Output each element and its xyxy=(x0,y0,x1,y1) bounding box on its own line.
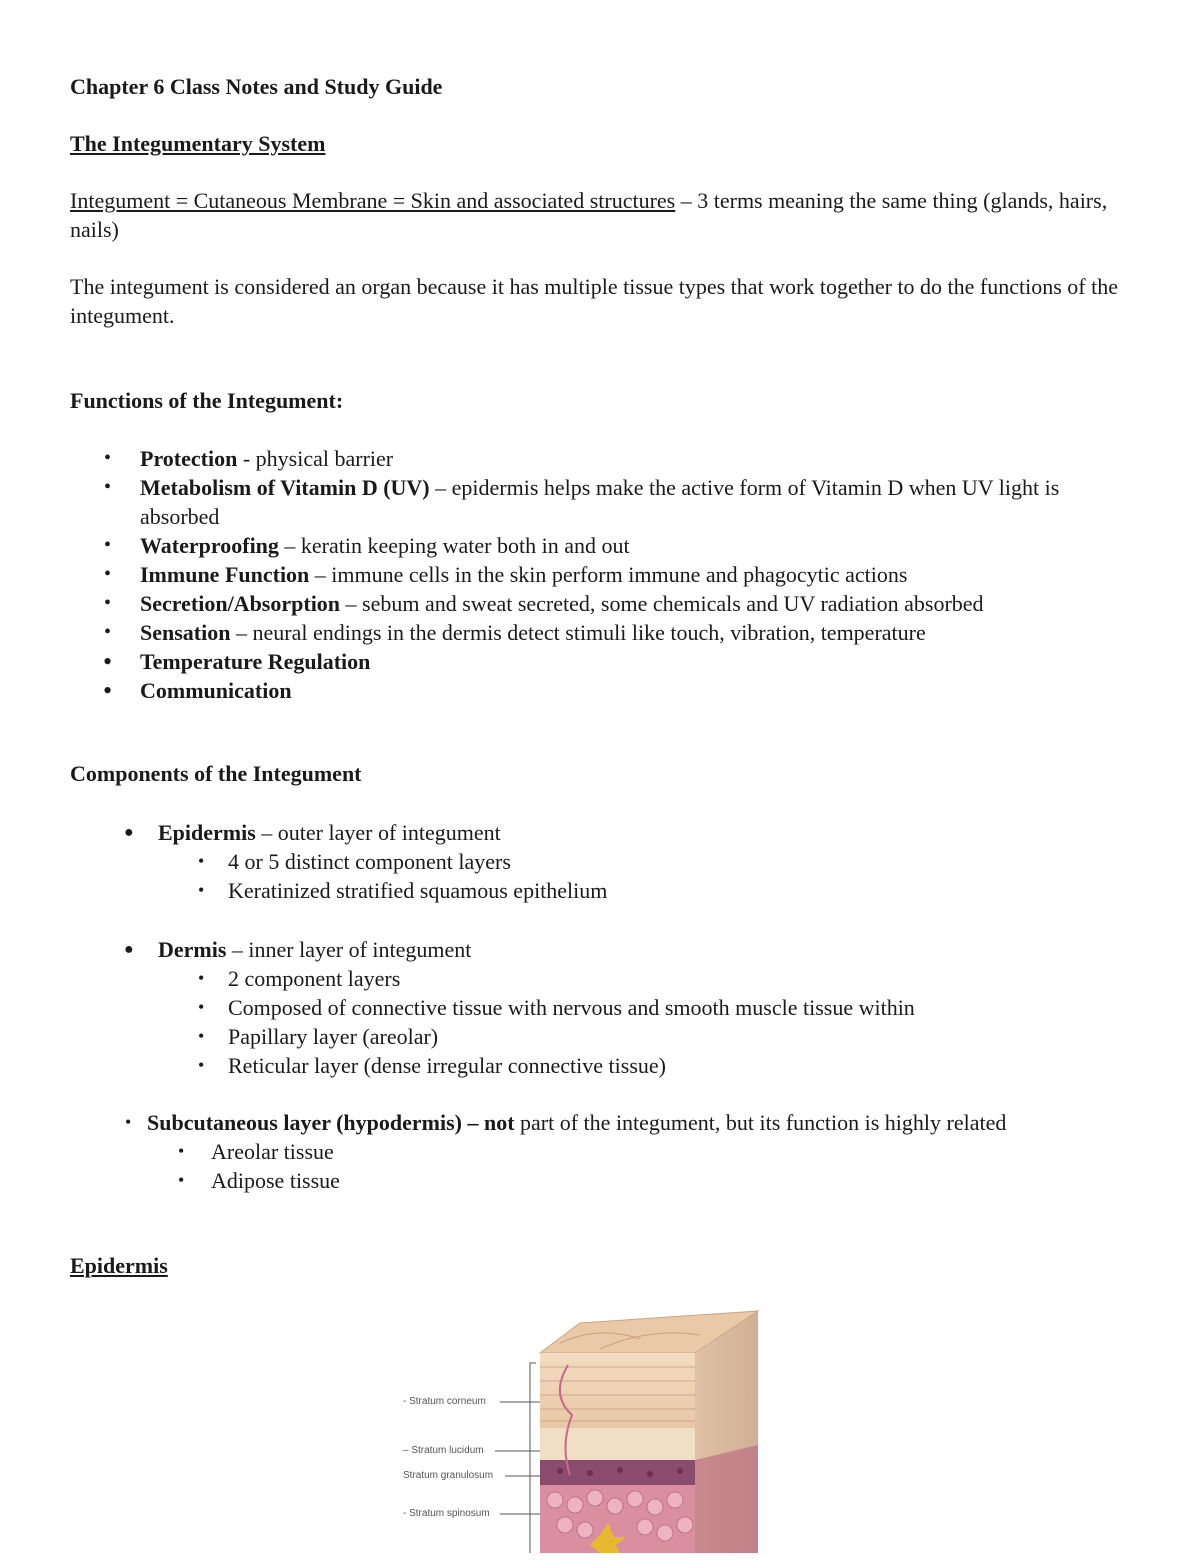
function-item xyxy=(70,589,1130,618)
section-integumentary-block xyxy=(70,129,1130,158)
stratum-granulosum-layer xyxy=(540,1460,695,1485)
function-item xyxy=(70,473,1130,531)
functions-heading: Functions of the Integument: xyxy=(70,388,344,413)
label-stratum-lucidum: – Stratum lucidum xyxy=(403,1445,484,1456)
section-heading-integumentary: The Integumentary System xyxy=(70,131,326,156)
function-desc: – keratin keeping water both in and out xyxy=(278,533,630,558)
function-item xyxy=(70,531,1130,560)
dermis-sublist xyxy=(70,964,1130,1080)
skin-layers-figure xyxy=(400,1305,765,1553)
function-term: Sensation xyxy=(140,620,231,645)
function-desc: – immune cells in the skin perform immune and phagocytic actions xyxy=(309,562,908,587)
function-term: Secretion/Absorption xyxy=(140,591,341,616)
subcutaneous-component xyxy=(70,1108,1130,1195)
function-item xyxy=(70,618,1130,647)
label-text: Stratum granulosum xyxy=(403,1470,494,1481)
definition-rest: – 3 terms meaning the same thing (glands, hairs, nails) xyxy=(70,188,1108,242)
epidermis-heading-block xyxy=(70,1251,1130,1280)
subcutaneous-term: Subcutaneous layer (hypodermis) – not xyxy=(147,1110,515,1135)
label-stratum-spinosum: - Stratum spinosum xyxy=(403,1508,490,1519)
function-item xyxy=(70,444,1130,473)
epidermis-component xyxy=(70,818,1130,905)
function-term: Protection xyxy=(140,446,238,471)
section-heading-epidermis: Epidermis xyxy=(70,1253,168,1278)
function-item xyxy=(70,647,1130,676)
dermis-term: Dermis xyxy=(158,937,227,962)
doc-title: Chapter 6 Class Notes and Study Guide xyxy=(70,74,443,99)
components-heading-block xyxy=(70,759,1130,788)
list-item: • 2 component layers xyxy=(70,964,1130,993)
dermis-desc: – inner layer of integument xyxy=(226,937,472,962)
list-item: • Papillary layer (areolar) xyxy=(70,1022,1130,1051)
label-stratum-corneum: - Stratum corneum xyxy=(403,1396,486,1407)
list-item: • Keratinized stratified squamous epithelium xyxy=(70,876,1130,905)
organ-paragraph: The integument is considered an organ because it has multiple tissue types that work together to do the functions of the integument. xyxy=(70,274,1119,328)
function-desc: – epidermis helps make the active form of Vitamin D when UV light is absorbed xyxy=(140,475,1060,529)
list-item: • Areolar tissue xyxy=(70,1137,1130,1166)
components-heading: Components of the Integument xyxy=(70,761,362,786)
dermis-item xyxy=(70,935,1130,964)
list-item: • Composed of connective tissue with nervous and smooth muscle tissue within xyxy=(70,993,1130,1022)
definition-paragraph xyxy=(70,186,1130,244)
subcutaneous-desc: part of the integument, but its function is highly related xyxy=(514,1110,1007,1135)
function-item xyxy=(70,676,1130,705)
subcutaneous-item xyxy=(70,1108,1130,1137)
list-item: • Reticular layer (dense irregular connective tissue) xyxy=(70,1051,1130,1080)
function-term: Communication xyxy=(140,678,292,703)
label-stratum-granulosum xyxy=(403,1470,493,1482)
dermis-component xyxy=(70,935,1130,1080)
label-text: Stratum corneum xyxy=(409,1396,486,1407)
function-term: Metabolism of Vitamin D (UV) xyxy=(140,475,430,500)
function-term: Temperature Regulation xyxy=(140,649,371,674)
stratum-corneum-layer xyxy=(540,1353,695,1428)
organ-block xyxy=(70,272,1130,330)
list-item: • 4 or 5 distinct component layers xyxy=(70,847,1130,876)
function-term: Waterproofing xyxy=(140,533,279,558)
list-item: • Adipose tissue xyxy=(70,1166,1130,1195)
functions-list-block xyxy=(70,444,1130,705)
label-text: Stratum lucidum xyxy=(411,1445,484,1456)
epidermis-term: Epidermis xyxy=(158,820,256,845)
functions-heading-block xyxy=(70,386,1130,415)
subcutaneous-sublist xyxy=(70,1137,1130,1195)
epidermis-item xyxy=(70,818,1130,847)
function-desc: – neural endings in the dermis detect stimuli like touch, vibration, temperature xyxy=(230,620,926,645)
functions-list xyxy=(70,444,1130,705)
label-text: Stratum spinosum xyxy=(409,1508,490,1519)
definition-block xyxy=(70,186,1130,244)
doc-title-block xyxy=(70,72,1130,101)
stratum-lucidum-layer xyxy=(540,1428,695,1460)
epidermis-desc: – outer layer of integument xyxy=(255,820,501,845)
epidermis-sublist xyxy=(70,847,1130,905)
definition-underlined: Integument = Cutaneous Membrane = Skin and associated structures xyxy=(70,188,676,213)
function-desc: – sebum and sweat secreted, some chemicals and UV radiation absorbed xyxy=(340,591,984,616)
function-term: Immune Function xyxy=(140,562,310,587)
function-item xyxy=(70,560,1130,589)
function-desc: - physical barrier xyxy=(237,446,394,471)
